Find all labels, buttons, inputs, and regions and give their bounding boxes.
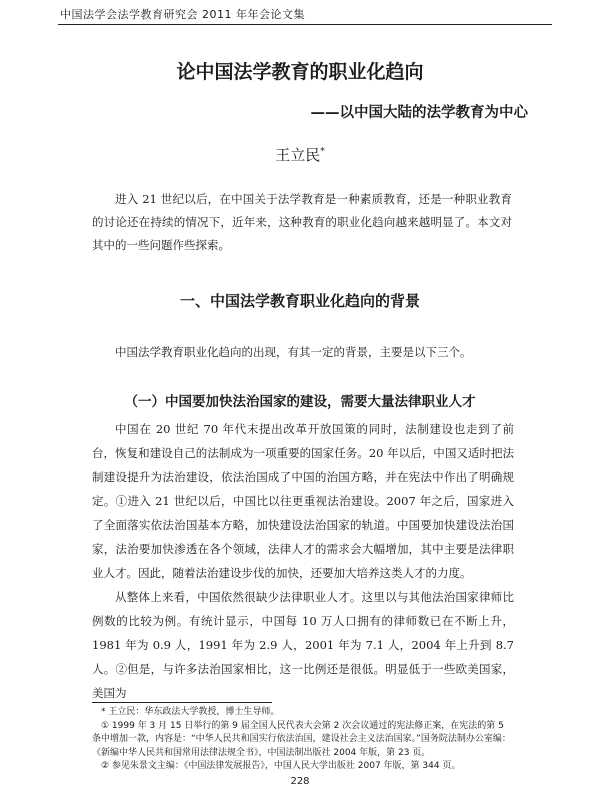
footnote-1: ① 1999 年 3 月 15 日举行的第 9 届全国人民代表大会第 2 次会议通过的宪法修正案，在宪法的第 5 条中增加一款，内容是：“中华人民共和国实行依法治国，建设社会主义法治国家。”国务院法制办公室编：《新编中华人民共和国常用法律法规全书》，中国法制出版社 2004 年版，第 23 页。 [92, 720, 511, 758]
running-header: 中国法学会法学教育研究会 2011 年年会论文集 [60, 8, 305, 21]
page-number: 228 [290, 776, 310, 787]
subsection-heading-1: （一）中国要加快法治国家的建设，需要大量法律职业人才 [124, 394, 476, 410]
header-rule [58, 24, 552, 25]
body-paragraph-1: 中国在 20 世纪 70 年代末提出改革开放国策的同时，法制建设也走到了前台，恢复和建设自己的法制成为一项重要的国家任务。20 年以后，中国又适时把法制建设提升为法治建设，依法治国成了中国的治国方略，并在宪法中作出了明确规定。①进入 21 世纪以后，中国比以往更重视法治建设。2007 年之后，国家进入了全面落实依法治国基本方略，加快建设法治国家的轨道。中国要加快建设法治国家，法治要加快渗透在各个领域，法律人才的需求会大幅增加，其中主要是法律职业人才。因此，随着法治建设步伐的加快，还要加大培养这类人才的力度。 [92, 422, 514, 580]
footnotes [92, 706, 514, 774]
footnote-2: ② 参见朱景文主编：《中国法律发展报告》，中国人民大学出版社 2007 年版，第 344 页。 [101, 761, 461, 771]
footnote-rule [92, 702, 272, 703]
footnote-author: * 王立民：华东政法大学教授，博士生导师。 [101, 707, 280, 717]
section-intro: 中国法学教育职业化趋向的出现，有其一定的背景，主要是以下三个。 [115, 345, 472, 359]
abstract-paragraph: 进入 21 世纪以后，在中国关于法学教育是一种素质教育，还是一种职业教育的讨论还在持续的情况下，近年来，这种教育的职业化趋向越来越明显了。本文对其中的一些问题作些探索。 [92, 192, 512, 252]
body-paragraph-2: 从整体上来看，中国依然很缺少法律职业人才。这里以与其他法治国家律师比例数的比较为例。有统计显示，中国每 10 万人口拥有的律师数已在不断上升，1981 年为 0.9 人，1991 年为 2.9 人，2001 年为 7.1 人，2004 年上升到 8.7 人。②但是，与许多法治国家相比，这一比例还是很低。明显低于一些欧美国家，美国为 [92, 590, 514, 700]
author-footnote-mark: * [320, 147, 325, 157]
section-heading-1: 一、中国法学教育职业化趋向的背景 [179, 292, 420, 310]
paper-subtitle: ——以中国大陆的法学教育为中心 [310, 105, 528, 121]
author-name: 王立民 [275, 146, 321, 164]
paper-title: 论中国法学教育的职业化趋向 [176, 61, 424, 83]
author-line [0, 144, 600, 165]
